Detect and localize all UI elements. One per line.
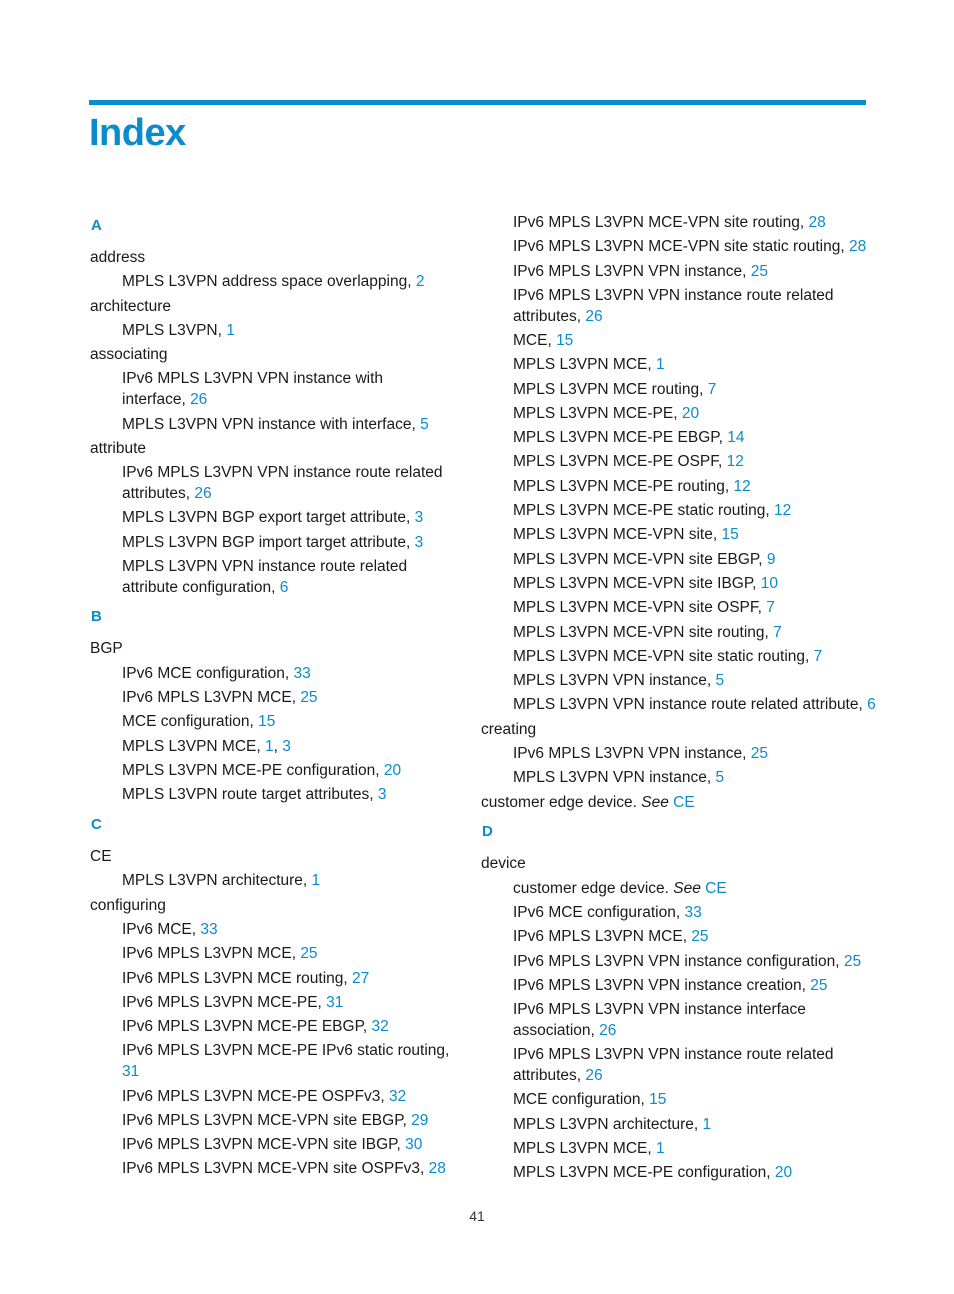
page-link[interactable]: 20 (774, 1164, 793, 1182)
index-subentry (122, 369, 450, 411)
page-link[interactable]: 26 (194, 484, 212, 502)
page-link[interactable]: 1 (656, 1139, 665, 1157)
page-link[interactable]: 3 (377, 786, 387, 804)
entry-text: IPv6 MPLS L3VPN MCE-PE, (122, 993, 327, 1011)
page-link[interactable]: 1 (656, 356, 665, 374)
index-subentry (122, 761, 450, 782)
page-link[interactable]: 25 (750, 745, 769, 763)
entry-text: MPLS L3VPN MCE-PE configuration, (122, 761, 384, 779)
entry-text: IPv6 MPLS L3VPN VPN instance route related attributes, (122, 464, 443, 502)
page-link[interactable]: 15 (258, 713, 276, 731)
index-column-right (481, 213, 881, 1188)
see-target-link[interactable]: CE (673, 793, 695, 811)
page-link[interactable]: 15 (649, 1091, 667, 1109)
index-subentry: MPLS L3VPN MCE, 1, 3 (122, 737, 291, 755)
index-subentry (513, 477, 881, 498)
entry-text: MCE configuration, (513, 1091, 650, 1109)
entry-text: IPv6 MCE, (122, 920, 201, 938)
index-subentry (122, 463, 450, 505)
page-link[interactable]: 28 (848, 238, 867, 256)
page-link[interactable]: 32 (371, 1018, 389, 1036)
index-subentry (513, 213, 881, 234)
entry-text: MPLS L3VPN MCE, (122, 737, 265, 755)
index-subentry (513, 1045, 881, 1087)
page-link[interactable]: 14 (727, 429, 745, 447)
entry-text: MPLS L3VPN BGP import target attribute, (122, 533, 415, 551)
entry-text: IPv6 MPLS L3VPN VPN instance route related attributes, (513, 1046, 834, 1085)
page-link[interactable]: 27 (352, 969, 370, 987)
index-term (90, 345, 450, 366)
page-link[interactable]: 20 (383, 761, 402, 779)
page-link[interactable]: 15 (556, 331, 574, 349)
page-link[interactable]: 15 (721, 526, 739, 544)
index-subentry (513, 428, 881, 449)
page-link[interactable]: 33 (684, 904, 702, 922)
index-subentry (122, 969, 450, 990)
index-subentry (513, 380, 881, 401)
page-link[interactable]: 7 (773, 623, 782, 641)
index-subentry (122, 1087, 450, 1108)
entry-text: IPv6 MPLS L3VPN MCE-PE IPv6 static routing, (122, 1042, 450, 1060)
page-link[interactable]: 25 (300, 689, 318, 707)
page-link[interactable]: 7 (766, 599, 775, 617)
page-link[interactable]: 5 (420, 415, 429, 433)
index-subentry (122, 688, 450, 709)
entry-text: IPv6 MCE configuration, (513, 904, 685, 922)
entry-text: IPv6 MCE configuration, (122, 664, 294, 682)
entry-text: IPv6 MPLS L3VPN VPN instance creation, (513, 976, 811, 994)
entry-text: IPv6 MPLS L3VPN MCE, (513, 928, 692, 946)
page-link[interactable]: 26 (585, 1067, 603, 1085)
index-subentry (513, 331, 881, 352)
index-subentry (122, 871, 450, 892)
index-subentry (122, 1041, 450, 1083)
page-link[interactable]: 2 (415, 273, 425, 291)
see-reference: See (641, 793, 669, 811)
page-link[interactable]: 25 (843, 952, 862, 970)
header-rule (89, 100, 866, 105)
page-link[interactable]: 3 (414, 509, 424, 527)
entry-text: IPv6 MPLS L3VPN VPN instance, (513, 745, 751, 763)
page-link[interactable]: 7 (813, 647, 823, 665)
page-link[interactable]: 6 (867, 696, 876, 714)
page-link[interactable]: 25 (810, 976, 828, 994)
page-link[interactable]: 5 (715, 769, 725, 787)
page-link[interactable]: 28 (428, 1160, 446, 1178)
entry-text: MPLS L3VPN VPN instance, (513, 769, 716, 787)
index-subentry (513, 525, 881, 546)
page-link[interactable]: 26 (585, 307, 603, 325)
page-link[interactable]: 1 (265, 737, 274, 755)
index-subentry (122, 1111, 450, 1132)
entry-text: customer edge device. (481, 793, 642, 811)
entry-text: IPv6 MPLS L3VPN MCE-VPN site routing, (513, 214, 809, 231)
entry-text: IPv6 MPLS L3VPN MCE, (122, 945, 301, 963)
index-term (90, 439, 450, 460)
entry-text: MPLS L3VPN MCE-VPN site routing, (513, 623, 774, 641)
index-subentry (513, 574, 881, 595)
index-section-letter: D (482, 823, 493, 841)
entry-text: IPv6 MPLS L3VPN VPN instance, (513, 262, 751, 280)
index-term (90, 896, 450, 917)
entry-text: MPLS L3VPN MCE routing, (513, 380, 708, 398)
page-link[interactable]: 12 (733, 477, 751, 495)
entry-text: IPv6 MPLS L3VPN MCE-VPN site IBGP, (122, 1136, 406, 1154)
index-subentry (122, 1159, 450, 1180)
entry-text: IPv6 MPLS L3VPN MCE-VPN site EBGP, (122, 1111, 412, 1129)
entry-text: IPv6 MPLS L3VPN VPN instance interface association, (513, 1001, 806, 1039)
index-subentry (122, 944, 450, 965)
index-subentry (122, 321, 450, 342)
entry-text: MPLS L3VPN MCE, (513, 1139, 656, 1157)
page-link[interactable]: 26 (599, 1022, 617, 1039)
page-link[interactable]: 9 (766, 550, 776, 568)
entry-text: MPLS L3VPN address space overlapping, (122, 273, 416, 291)
index-subentry (513, 768, 881, 789)
page-link[interactable]: 7 (707, 380, 717, 398)
page-link[interactable]: 32 (389, 1087, 407, 1105)
index-subentry (513, 976, 881, 997)
index-subentry (122, 533, 450, 554)
page-link[interactable]: 31 (122, 1063, 140, 1081)
index-subentry (513, 647, 881, 668)
entry-text: MPLS L3VPN MCE-PE configuration, (513, 1164, 775, 1182)
page-link[interactable]: 6 (279, 578, 289, 596)
index-subentry (513, 262, 881, 283)
page-link[interactable]: 1 (226, 321, 235, 339)
entry-text: MCE, (513, 331, 557, 349)
index-subentry (122, 557, 450, 599)
index-subentry (513, 903, 881, 924)
entry-text: IPv6 MPLS L3VPN MCE, (122, 689, 301, 707)
index-subentry (122, 712, 450, 733)
page-link[interactable]: 12 (774, 502, 792, 520)
entry-text: device (481, 855, 526, 873)
index-subentry (122, 272, 450, 293)
page-link[interactable]: 25 (750, 262, 769, 280)
entry-text: MPLS L3VPN MCE-VPN site EBGP, (513, 550, 767, 568)
index-subentry (513, 1000, 881, 1042)
index-subentry (122, 1017, 450, 1038)
index-subentry (513, 501, 881, 522)
entry-text: MPLS L3VPN MCE-VPN site static routing, (513, 647, 814, 665)
page-title: Index (89, 112, 186, 154)
entry-text: MPLS L3VPN architecture, (513, 1115, 703, 1133)
index-subentry (122, 920, 450, 941)
index-subentry (513, 744, 881, 765)
index-section-letter: B (91, 608, 102, 626)
entry-text: IPv6 MPLS L3VPN MCE-PE EBGP, (122, 1018, 372, 1036)
entry-text: MPLS L3VPN VPN instance route related attribute configuration, (122, 557, 408, 596)
entry-text: MPLS L3VPN VPN instance route related attribute, (513, 696, 868, 714)
entry-text: MPLS L3VPN architecture, (122, 872, 312, 890)
see-reference: See (673, 879, 701, 897)
page-link[interactable]: 30 (405, 1136, 423, 1154)
see-target-link[interactable]: CE (705, 879, 727, 897)
entry-text: MPLS L3VPN MCE, (513, 356, 656, 374)
index-subentry (122, 508, 450, 529)
index-term (481, 793, 881, 814)
page-link[interactable]: 12 (726, 453, 744, 471)
page-link[interactable]: 1 (311, 872, 321, 890)
index-subentry (513, 286, 881, 328)
index-subentry (122, 415, 450, 436)
entry-text: IPv6 MPLS L3VPN MCE-VPN site static routing, (513, 238, 849, 256)
entry-text: configuring (90, 896, 166, 914)
index-term (481, 854, 881, 875)
index-subentry (513, 598, 881, 619)
entry-text: MPLS L3VPN route target attributes, (122, 786, 378, 804)
index-subentry (513, 550, 881, 571)
index-column-left (90, 213, 450, 1184)
entry-text: attribute (90, 439, 147, 457)
entry-text: MPLS L3VPN MCE-PE static routing, (513, 502, 775, 520)
index-term (90, 847, 450, 868)
page-link[interactable]: 28 (808, 214, 826, 231)
index-subentry (513, 237, 881, 258)
entry-text: IPv6 MPLS L3VPN VPN instance with interface, (122, 370, 384, 409)
index-subentry (513, 952, 881, 973)
entry-text: IPv6 MPLS L3VPN MCE-PE OSPFv3, (122, 1087, 390, 1105)
entry-text: MCE configuration, (122, 713, 259, 731)
index-subentry (513, 1115, 881, 1136)
entry-text: IPv6 MPLS L3VPN MCE-VPN site OSPFv3, (122, 1160, 429, 1178)
index-subentry (513, 452, 881, 473)
index-subentry (122, 664, 450, 685)
page-link[interactable]: 26 (190, 391, 208, 409)
entry-text: MPLS L3VPN, (122, 321, 227, 339)
index-section-letter: C (91, 816, 102, 834)
index-subentry (513, 879, 881, 900)
entry-text: MPLS L3VPN MCE-PE EBGP, (513, 429, 728, 447)
entry-text: associating (90, 346, 168, 364)
page-link[interactable]: 25 (691, 928, 709, 946)
index-term (90, 248, 450, 269)
page-link[interactable]: 3 (282, 737, 291, 755)
page-link[interactable]: 5 (715, 672, 725, 690)
page-link[interactable]: 33 (293, 664, 311, 682)
page-link[interactable]: 1 (702, 1115, 712, 1133)
entry-text: customer edge device. (513, 879, 674, 897)
page-link[interactable]: 31 (326, 993, 344, 1011)
index-subentry (122, 993, 450, 1014)
page-link[interactable]: 3 (414, 533, 424, 551)
entry-text: MPLS L3VPN MCE-PE, (513, 404, 682, 422)
entry-text: MPLS L3VPN MCE-VPN site OSPF, (513, 599, 767, 617)
entry-text: MPLS L3VPN BGP export target attribute, (122, 509, 415, 527)
entry-text: CE (90, 848, 112, 866)
index-subentry (513, 695, 881, 716)
page-link[interactable]: 33 (200, 920, 218, 938)
index-term (90, 639, 450, 660)
entry-text: IPv6 MPLS L3VPN VPN instance configuration, (513, 952, 844, 970)
entry-text: IPv6 MPLS L3VPN VPN instance route related attributes, (513, 286, 834, 325)
entry-text: MPLS L3VPN MCE-PE OSPF, (513, 453, 727, 471)
entry-text: IPv6 MPLS L3VPN MCE routing, (122, 969, 353, 987)
index-subentry (513, 1163, 881, 1184)
index-subentry (513, 623, 881, 644)
entry-text: MPLS L3VPN MCE-VPN site, (513, 526, 722, 544)
page-link[interactable]: 25 (300, 945, 318, 963)
page-link[interactable]: 10 (760, 574, 779, 592)
index-subentry (122, 785, 450, 806)
index-subentry (513, 404, 881, 425)
index-section-letter: A (91, 217, 102, 234)
page-link[interactable]: 29 (411, 1111, 429, 1129)
entry-text: architecture (90, 297, 171, 315)
entry-text: creating (481, 720, 537, 738)
index-subentry (122, 1135, 450, 1156)
entry-text: MPLS L3VPN VPN instance, (513, 672, 716, 690)
entry-text: MPLS L3VPN MCE-PE routing, (513, 477, 734, 495)
entry-text: BGP (90, 640, 123, 658)
index-subentry (513, 1139, 881, 1160)
entry-text: MPLS L3VPN MCE-VPN site IBGP, (513, 574, 761, 592)
entry-text: MPLS L3VPN VPN instance with interface, (122, 415, 421, 433)
index-subentry (513, 671, 881, 692)
index-subentry (513, 1090, 881, 1111)
index-subentry (513, 355, 881, 376)
entry-text: address (90, 249, 146, 266)
page-link[interactable]: 20 (681, 404, 700, 422)
index-term (481, 720, 881, 741)
page-number: 41 (469, 1208, 485, 1224)
index-term (90, 297, 450, 318)
index-subentry (513, 927, 881, 948)
